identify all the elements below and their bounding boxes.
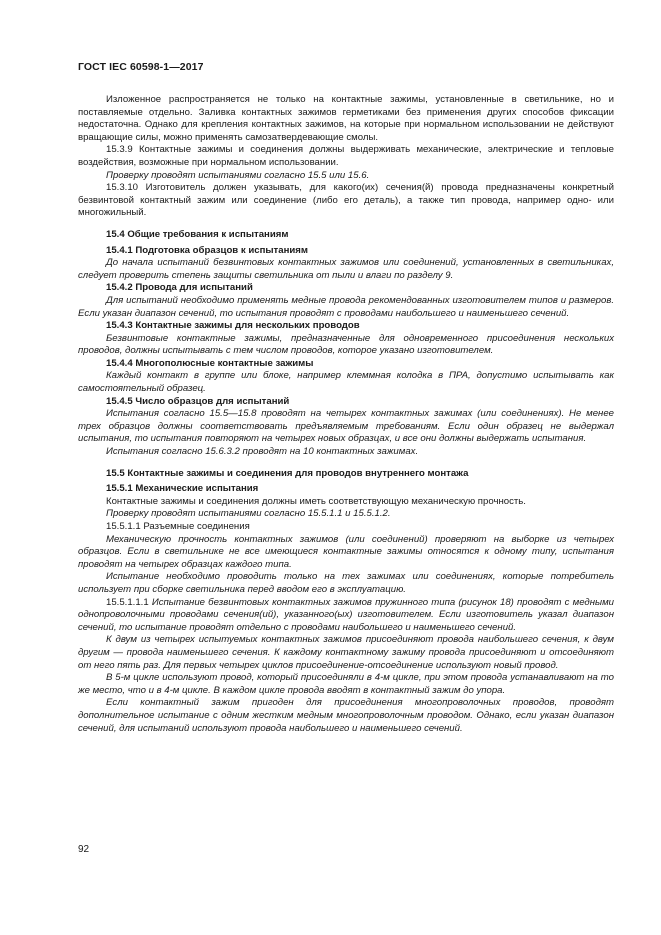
subsection-text: Испытание необходимо проводить только на тех зажимах или соединениях, которые потребитель использует при сборке светильника перед вводом его в эксплуатацию. [78, 571, 614, 595]
clause-15-5-1-1-title: 15.5.1.1 Разъемные соединения [106, 521, 250, 532]
subsection-heading-15-4-3: 15.4.3 Контактные зажимы для нескольких проводов [106, 320, 360, 332]
subsection-text: Испытания согласно 15.5—15.8 проводят на четырех контактных зажимах (или соединениях). Не менее трех образцов должны соответствовать предъявляемым требованиям. Если один образец не выдержал испытания, то испытания повторяют на четырех новых образцах, и все они должны выдержать испытания. [78, 408, 614, 445]
page-number: 92 [78, 844, 90, 855]
clause-15-5-1-1-1 [78, 597, 614, 635]
subsection-text: В 5-м цикле используют провод, который присоединяли в 4-м цикле, при этом провода устанавливают на то же место, что и в 4-м цикле. В каждом цикле провода вводят в контактный зажим до упора. [78, 672, 614, 696]
section-heading-15-4: 15.4 Общие требования к испытаниям [106, 228, 289, 240]
verification-note: Проверку проводят испытаниями согласно 15.5 или 15.6. [106, 169, 370, 181]
subsection-heading-15-4-5: 15.4.5 Число образцов для испытаний [106, 395, 290, 407]
subsection-text: К двум из четырех испытуемых контактных зажимов присоединяют провода наибольшего сечения, к двум другим — провода наименьшего сечения. К каждому контактному зажиму провода присоединяют и отсоединяют от него пять раз. Для первых четырех циклов присоединение-отсоединение используют новый провод. [78, 634, 614, 671]
subsection-heading-15-5-1: 15.5.1 Механические испытания [106, 483, 259, 495]
subsection-text: Испытания согласно 15.6.3.2 проводят на 10 контактных зажимах. [106, 446, 419, 458]
subsection-text: Безвинтовые контактные зажимы, предназначенные для одновременного присоединения нескольких проводов, должны испытывать с тем числом проводов, которое указано изготовителем. [78, 332, 614, 357]
document-code-header: ГОСТ IEC 60598-1—2017 [78, 61, 204, 73]
clause-text: Испытание безвинтовых контактных зажимов пружинного типа (рисунок 18) проводят с медными однопроволочными проводами сечения(ий), указанного(ых) изготовителем. Если изготовитель указал диапазон сечений, то испытание проводят отдельно с проводами наибольшего и наименьшего сечений. [78, 596, 614, 633]
verification-note: Проверку проводят испытаниями согласно 15.5.1.1 и 15.5.1.2. [106, 508, 391, 520]
subsection-text: До начала испытаний безвинтовых контактных зажимов или соединений, установленных в светильниках, следует проверить степень защиты светильника от пыли и влаги по разделу 9. [78, 257, 614, 281]
clause-number: 15.5.1.1.1 [106, 596, 149, 608]
subsection-heading-15-4-2: 15.4.2 Провода для испытаний [106, 282, 253, 294]
subsection-text: Для испытаний необходимо применять медные провода рекомендованных изготовителем типов и размеров. Если указан диапазон сечений, то испытания проводят с проводами наибольшего и наименьшего сечений. [78, 294, 614, 319]
subsection-heading-15-4-4: 15.4.4 Многополюсные контактные зажимы [106, 357, 314, 369]
document-body [78, 94, 614, 735]
subsection-heading-15-4-1: 15.4.1 Подготовка образцов к испытаниям [106, 244, 308, 256]
clause-15-3-10: 15.3.10 Изготовитель должен указывать, для какого(их) сечения(й) провода предназначены конкретный безвинтовой контактный зажим или соединение (либо его деталь), а также тип провода, например одно- или многожильный. [78, 182, 614, 219]
paragraph: Изложенное распространяется не только на контактные зажимы, установленные в светильнике, но и поставляемые отдельно. Заливка контактных зажимов герметиками без применения других способов фиксации недостаточна. Однако для крепления контактных зажимов, на которые при нормальном использовании не действуют вращающие силы, можно применять самозатвердевающие смолы. [78, 94, 614, 143]
clause-15-3-9: 15.3.9 Контактные зажимы и соединения должны выдерживать механические, электрические и тепловые воздействия, возможные при нормальном использовании. [78, 144, 614, 168]
subsection-text: Если контактный зажим пригоден для присоединения многопроволочных проводов, проводят дополнительное испытание с одним жестким медным многопроволочным проводом. Однако, если указан диапазон сечений, для испытаний используют провода наибольшего и наименьшего сечений. [78, 697, 614, 734]
section-heading-15-5: 15.5 Контактные зажимы и соединения для проводов внутреннего монтажа [106, 467, 469, 479]
subsection-text: Контактные зажимы и соединения должны иметь соответствующую механическую прочность. [106, 495, 526, 507]
subsection-text: Каждый контакт в группе или блоке, например клеммная колодка в ПРА, допустимо испытывать как самостоятельный образец. [78, 370, 614, 395]
subsection-text: Механическую прочность контактных зажимов (или соединений) проверяют на выборке из четырех образцов. Если в светильнике не все имеющиеся контактные зажимы относятся к одному типу, испытания проводят на четырех образцах каждого типа. [78, 533, 614, 570]
